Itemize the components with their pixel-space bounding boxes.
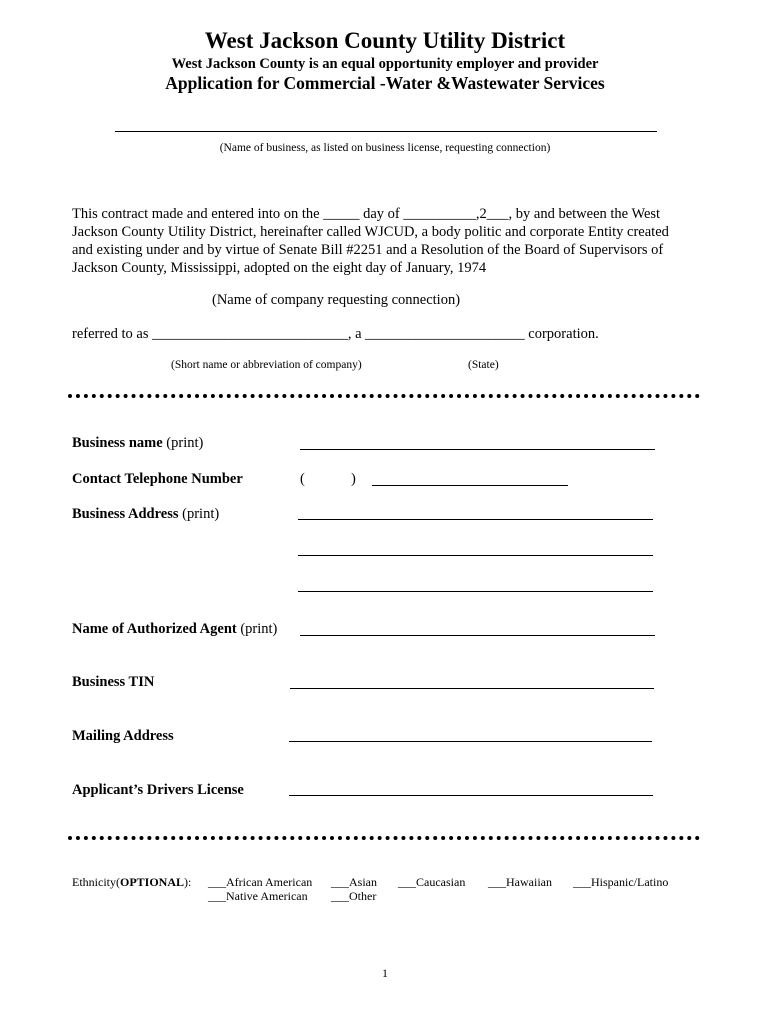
- contract-line: Jackson County, Mississippi, adopted on the eight day of January, 1974: [72, 260, 487, 276]
- business-address-field-line-3[interactable]: [298, 591, 653, 592]
- ethnicity-option-hawaiian[interactable]: ___Hawaiian: [488, 875, 552, 889]
- ethnicity-label: Ethnicity(OPTIONAL):: [72, 875, 192, 889]
- mailing-address-field[interactable]: [289, 741, 652, 742]
- business-name-field[interactable]: [300, 449, 655, 450]
- mailing-address-label: Mailing Address: [72, 728, 174, 744]
- business-address-field-line-1[interactable]: [298, 519, 653, 520]
- page-number: 1: [382, 966, 388, 980]
- telephone-label: Contact Telephone Number: [72, 471, 243, 487]
- ethnicity-option-hispanic-latino[interactable]: ___Hispanic/Latino: [573, 875, 669, 889]
- referred-to-line: referred to as ___________________________, a ______________________ corporation.: [72, 326, 599, 342]
- telephone-field[interactable]: [372, 485, 568, 486]
- application-title: Application for Commercial -Water &Wastewater Services: [165, 73, 605, 93]
- drivers-license-field[interactable]: [289, 795, 653, 796]
- authorized-agent-label: Name of Authorized Agent (print): [72, 621, 278, 637]
- area-code-open-paren: (: [300, 471, 305, 487]
- business-address-label: Business Address (print): [72, 506, 220, 522]
- contract-line: Jackson County Utility District, hereinafter called WJCUD, a body politic and corporate Entity created: [72, 224, 669, 240]
- contract-paragraph: [72, 205, 702, 277]
- ethnicity-option-native-american[interactable]: ___Native American: [208, 889, 308, 903]
- dotted-separator: [68, 836, 700, 840]
- drivers-license-label: Applicant’s Drivers License: [72, 782, 244, 798]
- dotted-separator: [68, 394, 700, 398]
- ethnicity-option-other[interactable]: ___Other: [331, 889, 377, 903]
- ethnicity-option-caucasian[interactable]: ___Caucasian: [398, 875, 466, 889]
- business-name-caption: (Name of business, as listed on business license, requesting connection): [219, 142, 551, 154]
- area-code-field[interactable]: [308, 470, 348, 488]
- business-address-field-line-2[interactable]: [298, 555, 653, 556]
- ethnicity-option-african-american[interactable]: ___African American: [208, 875, 313, 889]
- area-code-close-paren: ): [351, 471, 356, 487]
- short-name-caption: (Short name or abbreviation of company): [171, 359, 362, 371]
- ethnicity-option-asian[interactable]: ___Asian: [331, 875, 377, 889]
- contract-line: This contract made and entered into on the _____ day of __________,2___, by and between the West: [72, 206, 661, 222]
- document-subtitle: West Jackson County is an equal opportunity employer and provider: [171, 56, 599, 72]
- business-name-label: Business name (print): [72, 435, 204, 451]
- state-caption: (State): [468, 359, 499, 371]
- document-title: West Jackson County Utility District: [204, 28, 566, 53]
- company-caption: (Name of company requesting connection): [212, 292, 461, 308]
- business-tin-field[interactable]: [290, 688, 654, 689]
- business-name-top-line[interactable]: [115, 131, 657, 132]
- business-tin-label: Business TIN: [72, 674, 155, 690]
- authorized-agent-field[interactable]: [300, 635, 655, 636]
- contract-line: and existing under and by virtue of Senate Bill #2251 and a Resolution of the Board of Supervisors of: [72, 242, 664, 258]
